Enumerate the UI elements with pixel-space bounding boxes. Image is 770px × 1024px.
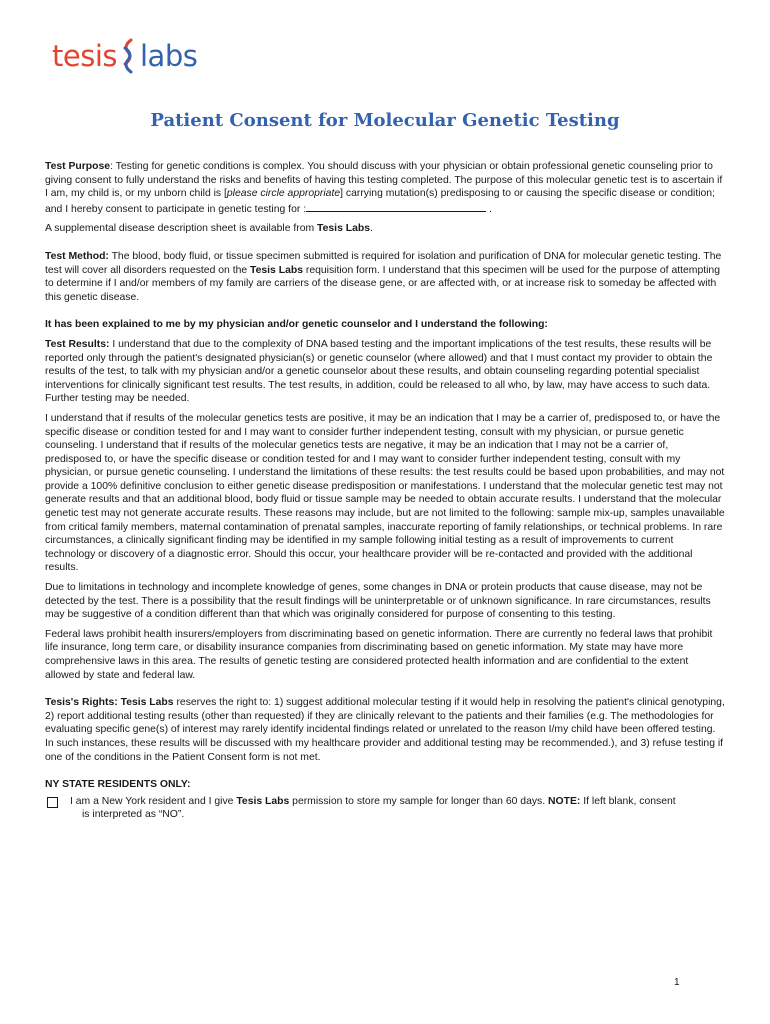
circle-appropriate-hint: please circle appropriate (226, 188, 341, 200)
ny-text-2: permission to store my sample for longer than 60 days. (289, 795, 549, 807)
positive-results-paragraph: I understand that if results of the molecular genetics tests are positive, it may be an indication that I may be a carrier of, predisposed to, or have the specific disease or condition tested for and I may want to consider further independent testing, consult with my physician, or pursue genetic counseling. I understand that if results of the molecular genetics tests are negative, it may be an indication that I may not be a carrier of, predisposed to, or have the specific disease or condition tested for and I may want to consider further independent testing, consult with my physician, or pursue genetic counseling. I understand the limitations of these results: the test results could be based upon probabilities, and may not provide a 100% definitive conclusion to either genetic disease predisposition or manifestations. I understand that the molecular genetic test may not generate results and that an additional blood, body fluid or tissue sample may be needed to obtain accurate results. I understand that the molecular genetic test may not generate accurate results. These reasons may include, but are not limited to the following: sample mix-up, samples unavailable from critical family members, maternal contamination of prenatal samples, inaccurate reporting of family relationships, or technical problems. In rare circumstances, a clinically significant finding may be identified in my sample following initial testing as a result of improvements to current technology or discovery of a diagnostic error. Should this occur, your healthcare provider will be re-contacted and provided with the additional results. (45, 412, 725, 574)
test-purpose-text-2: ] carrying mutation(s) predisposing to or causing the specific disease or condition; and I hereby consent to participate in genetic testing for : (45, 188, 715, 215)
supplemental-sheet-note (45, 222, 725, 236)
supplemental-text-2: . (369, 223, 373, 235)
test-results-label: Test Results: (45, 338, 110, 350)
tesis-labs-logo (52, 36, 197, 76)
rights-lab-name-1: Tesis's (45, 697, 80, 709)
ny-lab-name: Tesis Labs (236, 795, 290, 807)
ny-heading: NY STATE RESIDENTS ONLY: (45, 779, 191, 791)
ny-consent-text (70, 795, 725, 822)
ny-consent-row (45, 795, 725, 822)
page-number: 1 (674, 977, 680, 988)
page-title: Patient Consent for Molecular Genetic Testing (150, 110, 620, 131)
test-purpose-text-1: : Testing for genetic conditions is complex. You should discuss with your physician or obtain professional genetic counseling prior to giving consent to fully understand the risks and benefits of having this testing completed. The purpose of this molecular genetic test is to ascertain if I am, my child is, or my unborn child is [ (45, 161, 723, 200)
test-method-label: Test Method: (45, 250, 109, 262)
supplemental-lab-name: Tesis Labs (317, 223, 370, 235)
supplemental-text-1: A supplemental disease description sheet is available from (45, 223, 318, 235)
federal-laws-paragraph: Federal laws prohibit health insurers/employers from discriminating based on genetic information. There are currently no federal laws that prohibit life insurance, long term care, or disability insurance companies from discriminating based on genetic information. My state may have more comprehensive laws in this area. The results of genetic testing are considered protected health information and are confidential to the extent allowed by state and federal law. (45, 628, 713, 681)
ny-note-label: NOTE: (548, 795, 581, 807)
test-purpose-text-3: . (488, 203, 492, 215)
ny-text-3: If left blank, consent (580, 795, 676, 807)
test-results-paragraph (45, 338, 725, 406)
test-method-text-2: requisition form. I understand that this specimen will be used for the purpose of attempting to determine if I and/or members of my family are carriers of the disease gene, or are affected with, or at increase risk to someday be affected with this genetic disease. (45, 264, 720, 303)
test-purpose-paragraph (45, 160, 725, 216)
dna-helix-icon (121, 36, 135, 76)
limitations-paragraph: Due to limitations in technology and incomplete knowledge of genes, some changes in DNA or protein products that cause disease, may not be detected by the test. There is a possibility that the result findings will be uninterpretable or of unknown significance. In rare circumstances, results may be suggestive of a condition different than that which was originally considered for purpose of consenting to this testing. (45, 582, 711, 621)
test-results-text: I understand that due to the complexity of DNA based testing and the important implications of the test results, these results will be reported only through the patient's designated physician(s) or genetic counselor (where allowed) and that I must contact my provider to obtain the results of the test, to talk with my physician and/or a genetic counselor about these results, and obtain counseling regarding potential specialist interventions for clinically significant test results. The test results, in addition, could be released to all who, by law, may have access to such data. Further testing may be needed. (45, 338, 713, 405)
test-method-text-1: The blood, body fluid, or tissue specimen submitted is required for isolation and purification of DNA for molecular genetic testing. The test will cover all disorders requested on the (45, 250, 722, 276)
logo-word-labs: labs (140, 39, 198, 73)
genetic-testing-for-blank[interactable] (306, 201, 486, 212)
rights-label: Rights: (79, 697, 118, 709)
ny-text-1: I am a New York resident and I give (70, 795, 237, 807)
test-purpose-label: Test Purpose (45, 161, 111, 172)
consent-body (45, 160, 725, 822)
rights-lab-name-2: Tesis Labs (120, 697, 174, 709)
rights-text: reserves the right to: 1) suggest additional molecular testing if it would help in resolving the patient's clinical genotyping, 2) report additional testing results (other than requested) if they are clinically relevant to the patients and their families (e.g. The methodologies for evaluating specific gene(s) of interest may rarely identify incidental findings related or unrelated to the reason I/my child have been offered testing. In such instances, these results will be discussed with my healthcare provider and additional testing may be recommended.), and 3) refuse testing if one of the conditions in the Patient Consent form is not met. (45, 697, 725, 763)
ny-consent-checkbox[interactable] (47, 797, 58, 808)
test-method-paragraph (45, 250, 725, 304)
test-method-lab-name: Tesis Labs (250, 264, 303, 276)
explained-heading: It has been explained to me by my physician and/or genetic counselor and I understand the following: (45, 319, 548, 331)
tesis-rights-paragraph (45, 696, 725, 764)
ny-text-continuation: is interpreted as “NO”. (82, 809, 185, 821)
logo-word-tesis: tesis (52, 39, 117, 73)
